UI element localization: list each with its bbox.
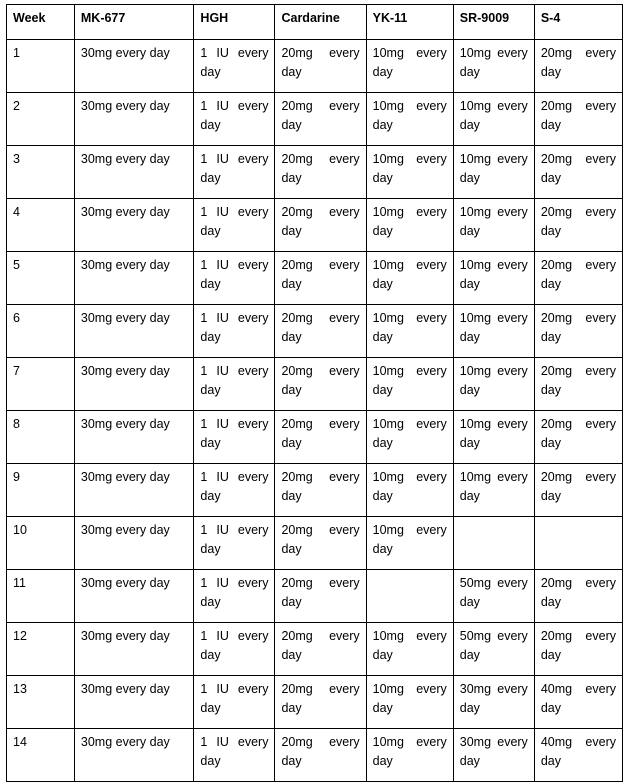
cell-s-4: 40mg every day	[534, 729, 622, 782]
header-mk-677: MK-677	[74, 5, 194, 40]
table-body	[7, 40, 623, 782]
cell-sr-9009: 10mg every day	[453, 411, 534, 464]
cell-sr-9009: 30mg every day	[453, 676, 534, 729]
cell-yk-11: 10mg every day	[366, 40, 453, 93]
table-row	[7, 676, 623, 729]
cell-yk-11: 10mg every day	[366, 464, 453, 517]
cell-sr-9009: 30mg every day	[453, 729, 534, 782]
cell-sr-9009: 10mg every day	[453, 146, 534, 199]
cell-yk-11: 10mg every day	[366, 676, 453, 729]
header-s-4: S-4	[534, 5, 622, 40]
cell-s-4: 20mg every day	[534, 40, 622, 93]
table-row	[7, 252, 623, 305]
cell-mk-677: 30mg every day	[74, 93, 194, 146]
cell-hgh: 1 IU every day	[194, 93, 275, 146]
cell-s-4: 20mg every day	[534, 93, 622, 146]
cell-hgh: 1 IU every day	[194, 358, 275, 411]
cell-s-4: 20mg every day	[534, 252, 622, 305]
cell-sr-9009	[453, 517, 534, 570]
cell-week: 7	[7, 358, 75, 411]
cell-cardarine: 20mg every day	[275, 623, 366, 676]
cell-hgh: 1 IU every day	[194, 252, 275, 305]
cell-sr-9009: 10mg every day	[453, 305, 534, 358]
cell-s-4: 20mg every day	[534, 305, 622, 358]
cell-week: 14	[7, 729, 75, 782]
cell-hgh: 1 IU every day	[194, 517, 275, 570]
cell-week: 5	[7, 252, 75, 305]
header-row	[7, 5, 623, 40]
cell-cardarine: 20mg every day	[275, 305, 366, 358]
cell-sr-9009: 50mg every day	[453, 570, 534, 623]
cell-s-4: 20mg every day	[534, 464, 622, 517]
cell-hgh: 1 IU every day	[194, 676, 275, 729]
table-row	[7, 464, 623, 517]
cell-yk-11: 10mg every day	[366, 93, 453, 146]
header-hgh: HGH	[194, 5, 275, 40]
cell-sr-9009: 10mg every day	[453, 252, 534, 305]
cell-mk-677: 30mg every day	[74, 146, 194, 199]
cell-s-4: 40mg every day	[534, 676, 622, 729]
cell-week: 11	[7, 570, 75, 623]
cell-mk-677: 30mg every day	[74, 729, 194, 782]
cell-mk-677: 30mg every day	[74, 199, 194, 252]
table-row	[7, 570, 623, 623]
cell-mk-677: 30mg every day	[74, 517, 194, 570]
cell-yk-11: 10mg every day	[366, 199, 453, 252]
table-row	[7, 40, 623, 93]
cell-mk-677: 30mg every day	[74, 623, 194, 676]
cell-cardarine: 20mg every day	[275, 358, 366, 411]
cell-sr-9009: 10mg every day	[453, 40, 534, 93]
cell-hgh: 1 IU every day	[194, 464, 275, 517]
cell-cardarine: 20mg every day	[275, 199, 366, 252]
cell-s-4: 20mg every day	[534, 358, 622, 411]
cell-cardarine: 20mg every day	[275, 464, 366, 517]
cell-week: 4	[7, 199, 75, 252]
header-week: Week	[7, 5, 75, 40]
cell-hgh: 1 IU every day	[194, 570, 275, 623]
cell-week: 12	[7, 623, 75, 676]
cell-yk-11: 10mg every day	[366, 517, 453, 570]
header-cardarine: Cardarine	[275, 5, 366, 40]
cell-mk-677: 30mg every day	[74, 570, 194, 623]
table-row	[7, 358, 623, 411]
cell-week: 13	[7, 676, 75, 729]
cell-yk-11: 10mg every day	[366, 411, 453, 464]
cell-mk-677: 30mg every day	[74, 411, 194, 464]
cell-hgh: 1 IU every day	[194, 40, 275, 93]
cell-week: 9	[7, 464, 75, 517]
header-sr-9009: SR-9009	[453, 5, 534, 40]
cell-week: 2	[7, 93, 75, 146]
cell-yk-11: 10mg every day	[366, 252, 453, 305]
cell-cardarine: 20mg every day	[275, 517, 366, 570]
dosage-schedule	[6, 4, 623, 782]
cell-mk-677: 30mg every day	[74, 40, 194, 93]
cell-sr-9009: 50mg every day	[453, 623, 534, 676]
cell-cardarine: 20mg every day	[275, 40, 366, 93]
cell-s-4: 20mg every day	[534, 623, 622, 676]
cell-s-4: 20mg every day	[534, 199, 622, 252]
cell-hgh: 1 IU every day	[194, 199, 275, 252]
cell-s-4	[534, 517, 622, 570]
cell-hgh: 1 IU every day	[194, 729, 275, 782]
table-row	[7, 305, 623, 358]
cell-mk-677: 30mg every day	[74, 305, 194, 358]
cell-yk-11: 10mg every day	[366, 623, 453, 676]
cell-yk-11: 10mg every day	[366, 146, 453, 199]
table-row	[7, 146, 623, 199]
cell-hgh: 1 IU every day	[194, 411, 275, 464]
table-row	[7, 93, 623, 146]
cell-cardarine: 20mg every day	[275, 676, 366, 729]
cell-cardarine: 20mg every day	[275, 570, 366, 623]
cell-week: 3	[7, 146, 75, 199]
cell-sr-9009: 10mg every day	[453, 358, 534, 411]
cell-sr-9009: 10mg every day	[453, 93, 534, 146]
cell-cardarine: 20mg every day	[275, 729, 366, 782]
cell-yk-11: 10mg every day	[366, 729, 453, 782]
cell-mk-677: 30mg every day	[74, 676, 194, 729]
table-row	[7, 517, 623, 570]
cell-week: 8	[7, 411, 75, 464]
cell-hgh: 1 IU every day	[194, 305, 275, 358]
table-row	[7, 411, 623, 464]
cell-s-4: 20mg every day	[534, 146, 622, 199]
cell-sr-9009: 10mg every day	[453, 464, 534, 517]
cell-mk-677: 30mg every day	[74, 464, 194, 517]
cell-week: 6	[7, 305, 75, 358]
cell-yk-11: 10mg every day	[366, 358, 453, 411]
cell-mk-677: 30mg every day	[74, 358, 194, 411]
cell-week: 10	[7, 517, 75, 570]
cell-sr-9009: 10mg every day	[453, 199, 534, 252]
table-row	[7, 199, 623, 252]
cell-s-4: 20mg every day	[534, 411, 622, 464]
cell-yk-11	[366, 570, 453, 623]
header-yk-11: YK-11	[366, 5, 453, 40]
table-row	[7, 729, 623, 782]
cell-mk-677: 30mg every day	[74, 252, 194, 305]
cell-yk-11: 10mg every day	[366, 305, 453, 358]
cell-s-4: 20mg every day	[534, 570, 622, 623]
table-row	[7, 623, 623, 676]
cell-hgh: 1 IU every day	[194, 146, 275, 199]
cell-week: 1	[7, 40, 75, 93]
cell-cardarine: 20mg every day	[275, 93, 366, 146]
cell-cardarine: 20mg every day	[275, 252, 366, 305]
cell-cardarine: 20mg every day	[275, 411, 366, 464]
dosage-table	[6, 4, 623, 782]
cell-cardarine: 20mg every day	[275, 146, 366, 199]
cell-hgh: 1 IU every day	[194, 623, 275, 676]
